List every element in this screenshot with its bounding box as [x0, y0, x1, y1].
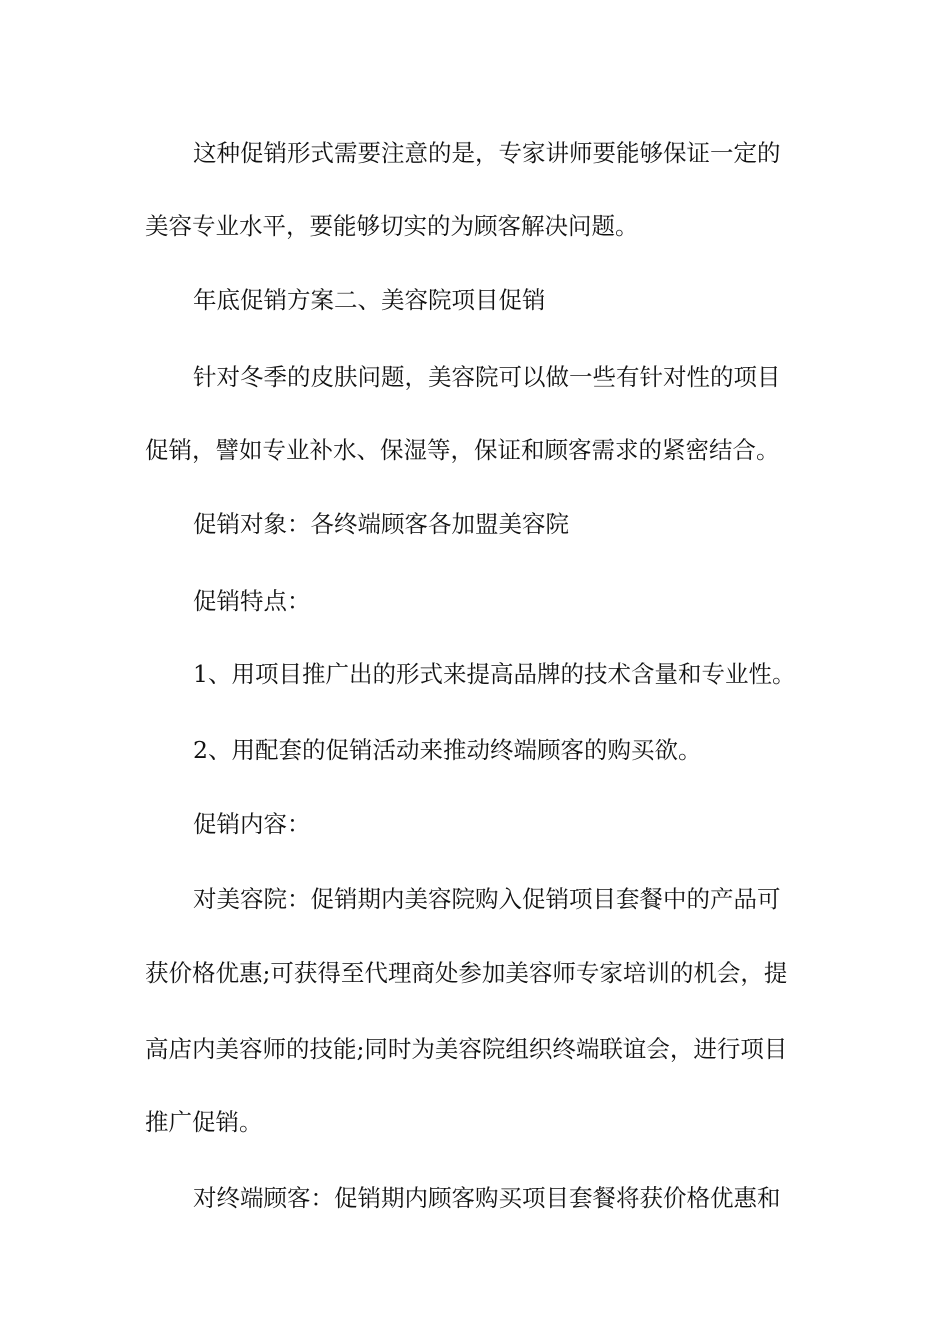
- feature-item-2: 2、用配套的促销活动来推动终端顾客的购买欲。: [193, 736, 702, 764]
- promotion-features-heading: 促销特点：: [193, 587, 311, 615]
- paragraph-1-line-2: 美容专业水平，要能够切实的为顾客解决问题。: [145, 212, 639, 240]
- salon-paragraph-line-4: 推广促销。: [145, 1108, 263, 1136]
- feature-item-1: 1、用项目推广出的形式来提高品牌的技术含量和专业性。: [193, 660, 796, 688]
- paragraph-1-line-1: 这种促销形式需要注意的是，专家讲师要能够保证一定的: [193, 139, 781, 167]
- promotion-target: 促销对象：各终端顾客各加盟美容院: [193, 510, 569, 538]
- salon-paragraph-line-3: 高店内美容师的技能;同时为美容院组织终端联谊会，进行项目: [145, 1035, 788, 1063]
- promotion-content-heading: 促销内容：: [193, 810, 311, 838]
- salon-paragraph-line-2: 获价格优惠;可获得至代理商处参加美容师专家培训的机会，提: [145, 959, 788, 987]
- paragraph-3-line-2: 促销，譬如专业补水、保湿等，保证和顾客需求的紧密结合。: [145, 436, 780, 464]
- section-heading: 年底促销方案二、美容院项目促销: [193, 286, 546, 314]
- paragraph-3-line-1: 针对冬季的皮肤问题，美容院可以做一些有针对性的项目: [193, 363, 781, 391]
- customer-paragraph-line-1: 对终端顾客：促销期内顾客购买项目套餐将获价格优惠和: [193, 1184, 781, 1212]
- salon-paragraph-line-1: 对美容院：促销期内美容院购入促销项目套餐中的产品可: [193, 885, 781, 913]
